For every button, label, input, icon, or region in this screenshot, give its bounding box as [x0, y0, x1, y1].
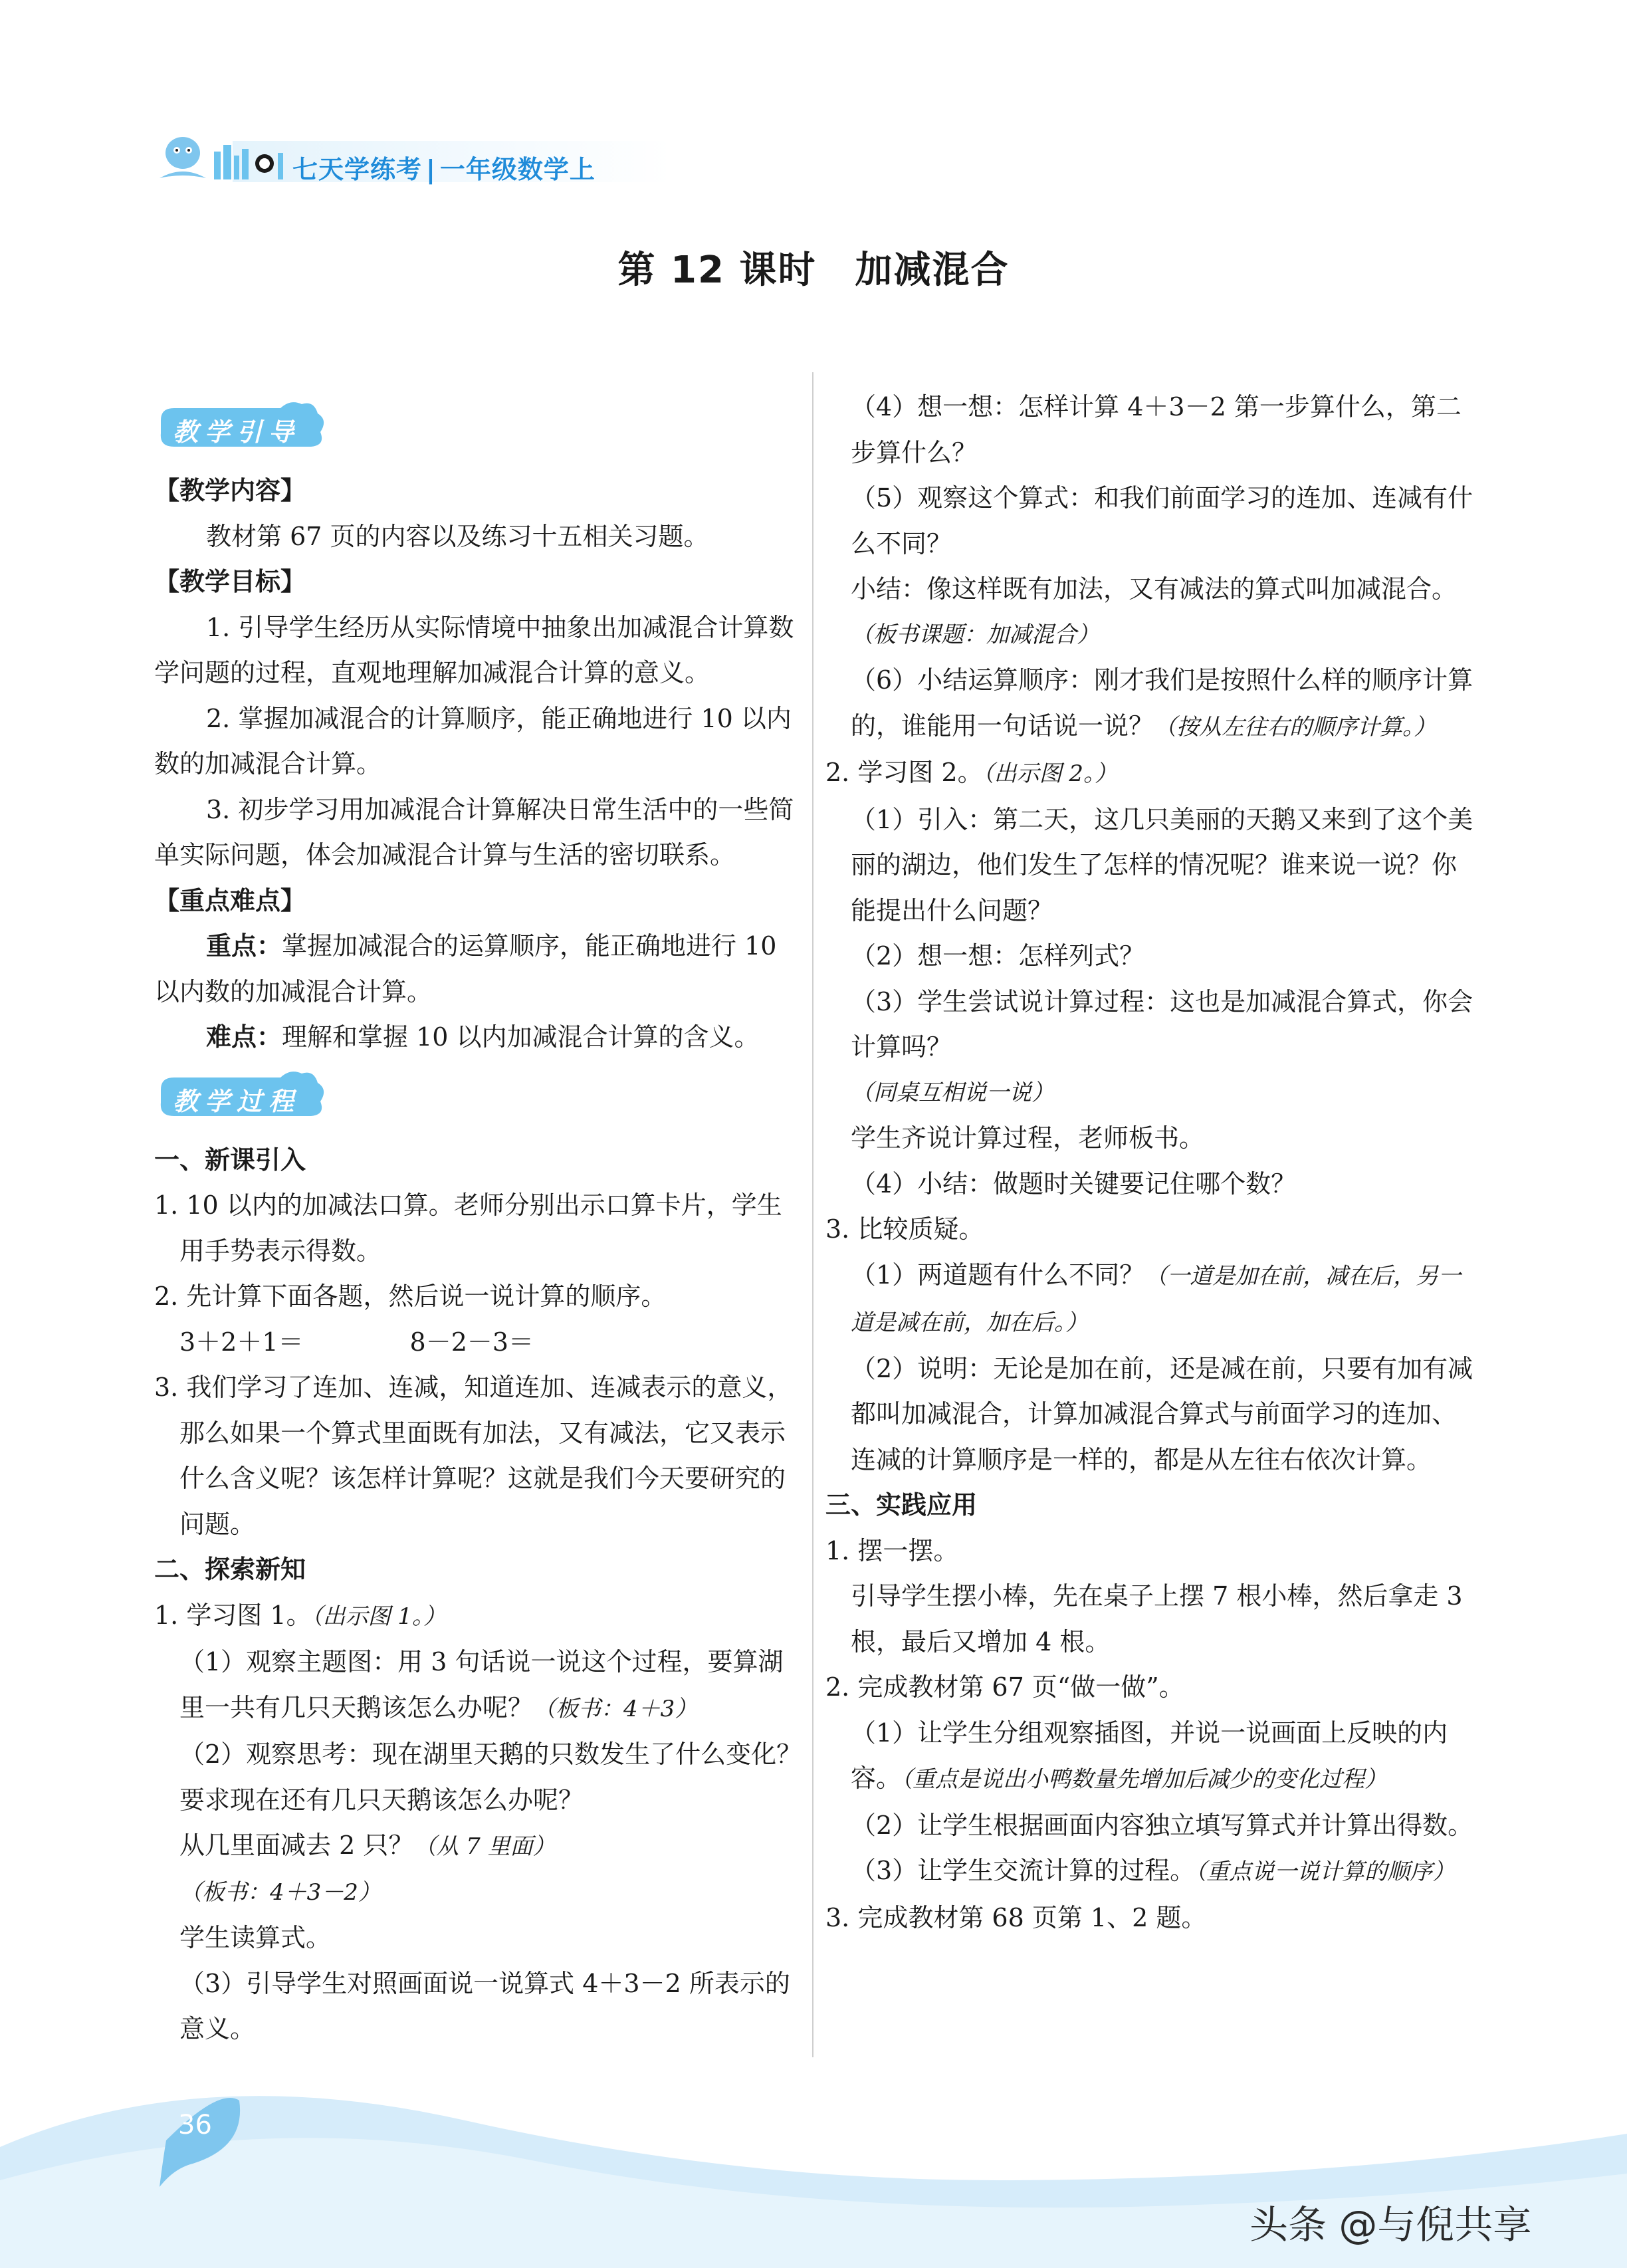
- header-title: [292, 149, 596, 185]
- header-separator: |: [426, 155, 436, 184]
- sub-item: 小结：像这样既有加法，又有减法的算式叫加减混合。: [851, 574, 1458, 604]
- content-text: 教材第 67 页的内容以及练习十五相关习题。: [206, 521, 709, 551]
- list-item: [825, 750, 1477, 797]
- sub-item-text: （1）两道题有什么不同？: [851, 1260, 1145, 1290]
- sub-item: 引导学生摆小棒，先在桌子上摆 7 根小棒，然后拿走 3 根，最后又增加 4 根。: [851, 1581, 1463, 1656]
- sub-item: [154, 1823, 806, 1870]
- sub-item: [825, 1848, 1477, 1895]
- list-item: 1. 10 以内的加减法口算。老师分别出示口算卡片，学生用手势表示得数。: [154, 1191, 782, 1266]
- list-item: 2. 先计算下面各题，然后说一说计算的顺序。: [154, 1282, 667, 1311]
- sub-item: 学生齐说计算过程，老师板书。: [851, 1123, 1205, 1153]
- right-column: [825, 384, 1477, 1940]
- goals-label: 【教学目标】: [154, 567, 306, 596]
- lesson-title: 第 12 课时 加减混合: [617, 249, 1010, 292]
- difficulty-text: 理解和掌握 10 以内加减混合计算的含义。: [282, 1022, 760, 1052]
- note: （同桌互相说一说）: [851, 1079, 1054, 1106]
- note: （板书课题：加减混合）: [851, 621, 1099, 648]
- teaching-process-label: 教学过程: [173, 1086, 301, 1116]
- list-item-text: 1. 学习图 1。: [154, 1600, 312, 1630]
- left-column: [154, 394, 806, 2052]
- list-item-text: 2. 学习图 2。: [825, 758, 983, 787]
- sub-item: [825, 1252, 1477, 1346]
- mascot-icon: [160, 137, 206, 178]
- column-divider: [812, 372, 814, 2057]
- list-item: 3. 我们学习了连加、连减，知道连加、连减表示的意义，那么如果一个算式里面既有加法，又有减法，它又表示什么含义呢？该怎样计算呢？这就是我们今天要研究的问题。: [154, 1373, 793, 1539]
- sub-item: [825, 1710, 1477, 1803]
- goal-item: 3. 初步学习用加减混合计算解决日常生活中的一些简单实际问题，体会加减混合计算与生活的密切联系。: [154, 794, 794, 869]
- sub-item: [154, 1639, 806, 1732]
- goal-item: 2. 掌握加减混合的计算顺序，能正确地进行 10 以内数的加减混合计算。: [154, 703, 792, 778]
- sub-item-text: 从几里面减去 2 只？: [179, 1831, 414, 1860]
- sub-item: （1）引入：第二天，这几只美丽的天鹅又来到了这个美丽的湖边，他们发生了怎样的情况呢？谁来说一说？你能提出什么问题？: [851, 804, 1473, 925]
- note: （按从左往右的顺序计算。）: [1154, 713, 1437, 740]
- header-subject: 一年级数学上: [439, 155, 596, 184]
- header-brand: 七天学练考: [292, 155, 423, 184]
- expression: 8－2－3＝: [409, 1327, 534, 1357]
- section-title: 一、新课引入: [154, 1145, 306, 1175]
- content-label: 【教学内容】: [154, 476, 306, 505]
- sub-item: [825, 657, 1477, 750]
- sub-item: 学生读算式。: [179, 1923, 332, 1952]
- list-item: 3. 比较质疑。: [825, 1214, 984, 1244]
- page-header: [153, 126, 671, 189]
- key-label: 【重点难点】: [154, 885, 306, 915]
- sub-item: （4）想一想：怎样计算 4＋3－2 第一步算什么，第二步算什么？: [851, 392, 1462, 467]
- section-title: 三、实践应用: [825, 1490, 978, 1520]
- sub-item-text: （3）让学生交流计算的过程。: [851, 1856, 1196, 1885]
- section-title: 二、探索新知: [154, 1555, 306, 1584]
- note: （从 7 里面）: [413, 1833, 556, 1860]
- difficulty: [154, 1014, 806, 1060]
- note: （板书：4＋3）: [533, 1695, 698, 1722]
- sub-item-text: （1）让学生分组观察插图，并说一说画面上反映的内容。: [851, 1718, 1448, 1793]
- list-item: 3. 完成教材第 68 页第 1、2 题。: [825, 1902, 1207, 1932]
- note: （出示图 2。）: [982, 760, 1118, 787]
- page-number: 36: [178, 2110, 212, 2140]
- watermark: 头条 @与倪共享: [1249, 2202, 1532, 2247]
- goal-item: 1. 引导学生经历从实际情境中抽象出加减混合计算数学问题的过程，直观地理解加减混合计算的意义。: [154, 612, 794, 687]
- sub-item: （3）引导学生对照画面说一说算式 4＋3－2 所表示的意义。: [179, 1968, 790, 2043]
- sub-item: （5）观察这个算式：和我们前面学习的连加、连减有什么不同？: [851, 483, 1473, 558]
- note: （板书：4＋3－2）: [179, 1878, 381, 1906]
- sub-item-text: （6）小结运算顺序：刚才我们是按照什么样的顺序计算的，谁能用一句话说一说？: [851, 665, 1473, 740]
- teaching-guide-label: 教学引导: [173, 417, 301, 447]
- note: （出示图 1。）: [311, 1603, 447, 1630]
- expression: 3＋2＋1＝: [179, 1327, 304, 1357]
- note: （一道是加在前，减在后，另一道是减在前，加在后。）: [851, 1262, 1462, 1336]
- key-point-label: 重点：: [206, 931, 282, 961]
- list-item: [154, 1593, 806, 1640]
- sub-item: （2）观察思考：现在湖里天鹅的只数发生了什么变化？要求现在还有几只天鹅该怎么办呢？: [179, 1740, 802, 1815]
- key-point-text: 掌握加减混合的运算顺序，能正确地进行 10 以内数的加减混合计算。: [154, 931, 777, 1006]
- sub-item: （2）让学生根据画面内容独立填写算式并计算出得数。: [851, 1810, 1473, 1840]
- sub-item: （2）想一想：怎样列式？: [851, 941, 1145, 970]
- difficulty-label: 难点：: [206, 1022, 282, 1052]
- sub-item: （3）学生尝试说计算过程：这也是加减混合算式，你会计算吗？: [851, 986, 1473, 1062]
- expression-row: [154, 1319, 806, 1365]
- note: （重点是说出小鸭数量先增加后减少的变化过程）: [901, 1766, 1388, 1793]
- note: （重点说一说计算的顺序）: [1195, 1859, 1456, 1885]
- list-item: 1. 摆一摆。: [825, 1535, 959, 1565]
- sub-item: （2）说明：无论是加在前，还是减在前，只要有加有减都叫加减混合，计算加减混合算式与前面学习的连加、连减的计算顺序是一样的，都是从左往右依次计算。: [851, 1353, 1473, 1474]
- list-item: 2. 完成教材第 67 页“做一做”。: [825, 1672, 1184, 1702]
- teaching-guide-banner: [154, 394, 806, 467]
- sub-item: （4）小结：做题时关键要记住哪个数？: [851, 1169, 1297, 1198]
- key-point: [154, 923, 806, 1014]
- sub-item-text: （1）观察主题图：用 3 句话说一说这个过程，要算湖里一共有几只天鹅该怎么办呢？: [179, 1647, 784, 1722]
- teaching-process-banner: [154, 1063, 806, 1136]
